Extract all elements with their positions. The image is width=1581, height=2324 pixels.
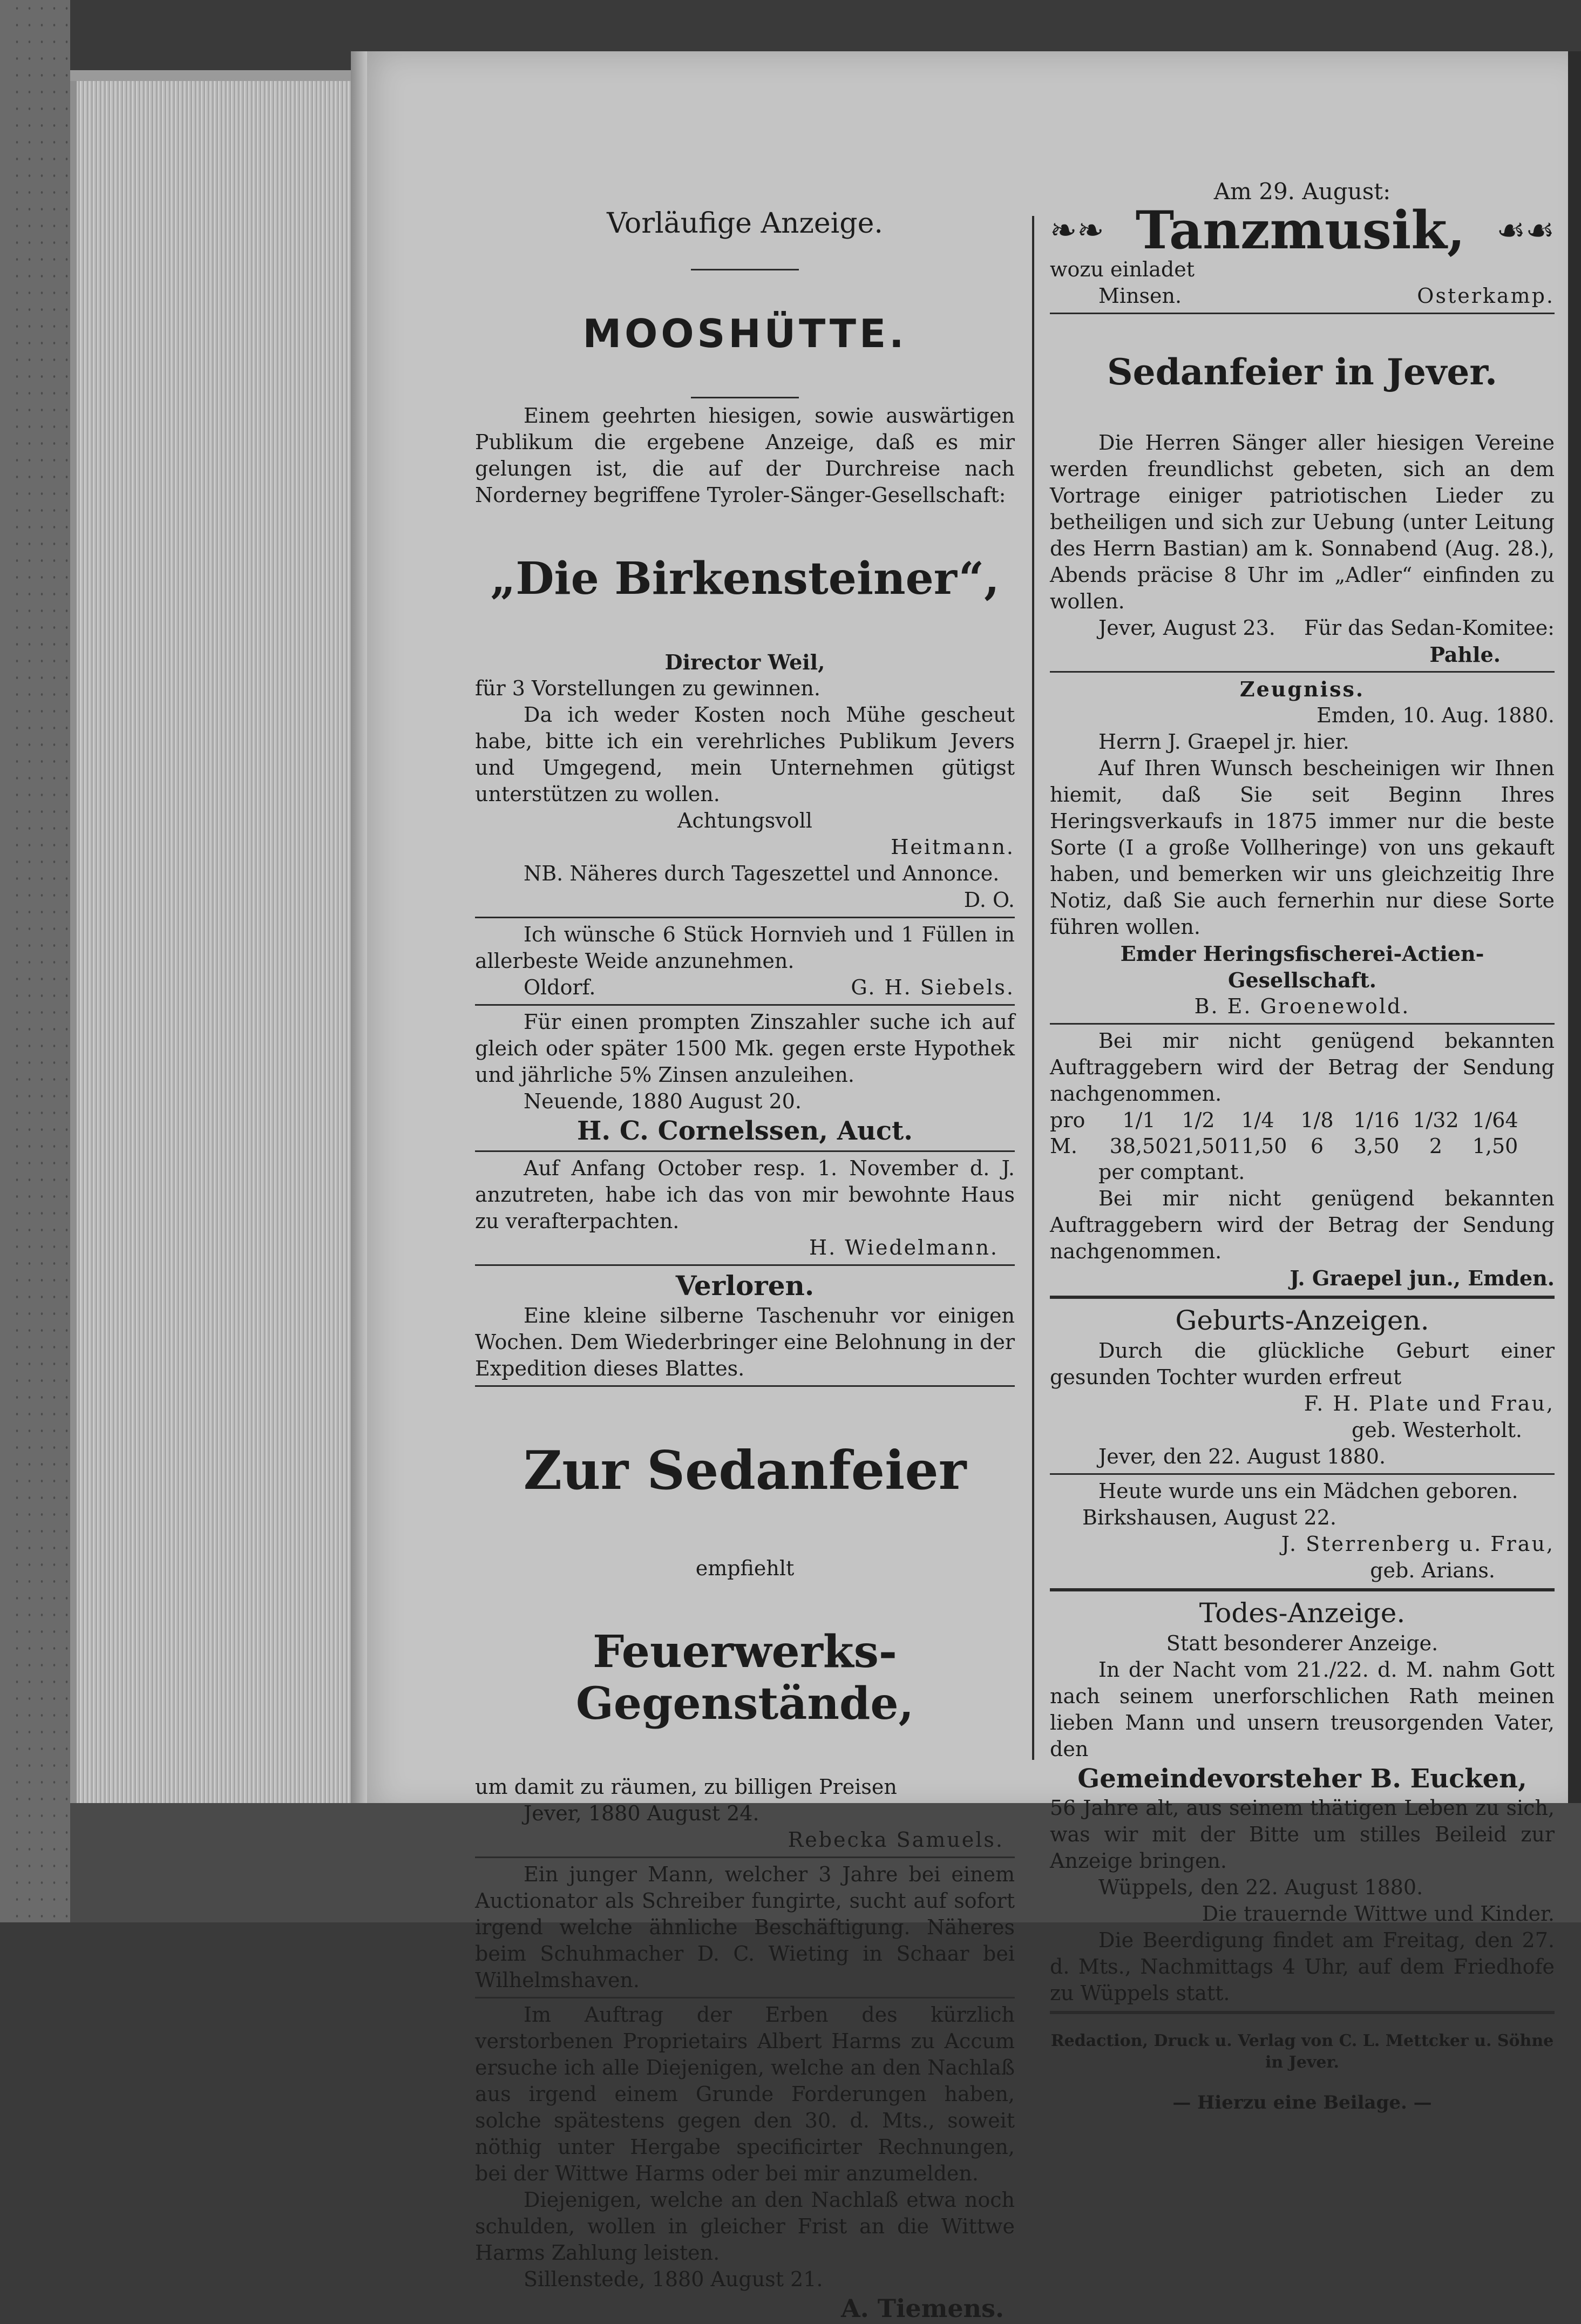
ad-separator <box>475 1857 1015 1858</box>
ad-signature: B. E. Groenewold. <box>1194 994 1410 1018</box>
ad-tanzmusik <box>1050 178 1555 309</box>
ad-haus <box>475 1155 1015 1261</box>
ad-group-name: „Die Birkensteiner“, <box>490 553 1000 605</box>
price-fraction: 1/4 <box>1241 1108 1274 1132</box>
ad-signature: H. Wiedelmann. <box>809 1236 999 1259</box>
ad-line: wozu einladet <box>1050 258 1195 281</box>
ad-signature: geb. Arians. <box>1370 1559 1495 1582</box>
ad-date: Neuende, 1880 August 20. <box>524 1089 802 1113</box>
ad-paragraph: Bei mir nicht genügend bekannten Auftraggebern wird der Betrag der Sendung nachgenommen. <box>1050 1029 1555 1106</box>
ad-paragraph: Ich wünsche 6 Stück Hornvieh und 1 Füllen in allerbeste Weide anzunehmen. <box>475 923 1015 973</box>
ornament-left-icon: ❧❧ <box>1050 212 1104 249</box>
ad-nachlass <box>475 2002 1015 2324</box>
ad-separator <box>1050 1023 1555 1025</box>
ad-date: Birkshausen, August 22. <box>1082 1506 1336 1529</box>
ad-date: Jever, August 23. <box>1098 616 1275 640</box>
ad-paragraph: 56 Jahre alt, aus seinem thätigen Leben zu sich, was wir mit der Bitte um stilles Beileid zur Anzeige bringen. <box>1050 1796 1555 1873</box>
ad-paragraph: Einem geehrten hiesigen, sowie auswärtigen Publikum die ergebene Anzeige, daß es mir gelungen ist, die auf der Durchreise nach Norderney begriffene Tyroler-Sänger-Gesellschaft: <box>475 404 1015 507</box>
ad-mooshuette <box>475 206 1015 913</box>
ad-separator <box>1050 1473 1555 1475</box>
price-pro-label: pro <box>1050 1108 1085 1132</box>
ad-paragraph: um damit zu räumen, zu billigen Preisen <box>475 1775 897 1799</box>
price-m-label: M. <box>1050 1134 1077 1158</box>
ad-separator <box>475 1385 1015 1387</box>
ad-title: Geburts-Anzeigen. <box>1175 1305 1429 1336</box>
ad-place: Minsen. <box>1098 284 1182 308</box>
price-value-row <box>1050 1133 1555 1159</box>
ad-signature: J. Sterrenberg u. Frau, <box>1281 1532 1555 1556</box>
ad-paragraph: Ein junger Mann, welcher 3 Jahre bei einem Auctionator als Schreiber fungirte, sucht auf sofort irgend welche ähnliche Beschäftigung. Näheres beim Schuhmacher D. C. Wieting in Schaar bei Wilhelmshaven. <box>475 1862 1015 1992</box>
ad-paragraph: Bei mir nicht genügend bekannten Auftraggebern wird der Betrag der Sendung nachgenommen. <box>1050 1187 1555 1263</box>
price-fraction: 1/64 <box>1472 1108 1518 1132</box>
ad-separator <box>1050 671 1555 673</box>
ad-sub: Statt besonderer Anzeige. <box>1166 1631 1438 1655</box>
ad-sedanfeier-feuerwerk <box>475 1440 1015 1853</box>
ad-paragraph: Da ich weder Kosten noch Mühe gescheut habe, bitte ich ein verehrliches Publikum Jevers und Umgegend, mein Unternehmen gütigst unterstützen zu wollen. <box>475 703 1015 806</box>
ad-sedanfeier-jever <box>1050 350 1555 668</box>
ad-paragraph: Die Beerdigung findet am Freitag, den 27. d. Mts., Nachmittags 4 Uhr, auf dem Friedhofe zu Wüppels statt. <box>1050 1928 1555 2005</box>
ad-signature: J. Graepel jun., Emden. <box>1290 1266 1555 1290</box>
ad-heringspreis <box>1050 1028 1555 1291</box>
ad-company: Emder Heringsfischerei-Actien-Gesellschaft. <box>1120 941 1484 992</box>
ad-paragraph: für 3 Vorstellungen zu gewinnen. <box>475 676 820 700</box>
price-fraction: 1/32 <box>1413 1108 1459 1132</box>
price-fraction: 1/1 <box>1122 1108 1156 1132</box>
price-value: 3,50 <box>1353 1134 1400 1158</box>
ad-family: Die trauernde Wittwe und Kinder. <box>1202 1902 1555 1926</box>
price-value: 21,50 <box>1169 1134 1228 1158</box>
ad-addressee: Herrn J. Graepel jr. hier. <box>1098 730 1349 754</box>
ad-signature: G. H. Siebels. <box>851 975 1015 999</box>
table-background <box>0 0 70 1922</box>
left-column <box>475 178 1015 2324</box>
ad-paragraph: Die Herren Sänger aller hiesigen Vereine werden freundlichst gebeten, sich an dem Vortrage einiger patriotischen Lieder zu betheiligen und sich zur Uebung (unter Leitung des Herrn Bastian) am k. Sonnabend (Aug. 28.), Abends präcise 8 Uhr im „Adler“ einfinden zu wollen. <box>1050 431 1555 613</box>
ad-date: Sillenstede, 1880 August 21. <box>524 2267 823 2291</box>
right-column <box>1050 178 1555 2132</box>
ad-place: Oldorf. <box>524 975 596 999</box>
ad-paragraph: Diejenigen, welche an den Nachlaß etwa noch schulden, wollen in gleicher Frist an die Wittwe Harms Zahlung leisten. <box>475 2188 1015 2265</box>
ad-hornvieh <box>475 922 1015 1001</box>
ad-separator <box>475 1997 1015 1998</box>
ad-title: Sedanfeier in Jever. <box>1107 351 1498 393</box>
ad-terms: per comptant. <box>1098 1160 1245 1184</box>
ad-date: Jever, den 22. August 1880. <box>1098 1445 1386 1468</box>
ad-note-signature: D. O. <box>963 888 1015 912</box>
price-value: 2 <box>1429 1134 1443 1158</box>
ad-paragraph: Auf Anfang October resp. 1. November d. J. anzutreten, habe ich das von mir bewohnte Haus zu verafterpachten. <box>475 1156 1015 1233</box>
ad-items: Feuerwerks-Gegenstände, <box>575 1626 914 1730</box>
ad-title: Zur Sedanfeier <box>523 1440 967 1502</box>
ad-title: MOOSHÜTTE. <box>582 311 907 356</box>
ad-paragraph: Eine kleine silberne Taschenuhr vor einigen Wochen. Dem Wiederbringer eine Belohnung in der Expedition dieses Blattes. <box>475 1304 1015 1380</box>
ad-separator <box>475 1264 1015 1266</box>
ad-geburts-anzeigen <box>1050 1303 1555 1584</box>
background-texture <box>11 0 70 1922</box>
ad-signature: F. H. Plate und Frau, <box>1304 1392 1555 1415</box>
ad-signature: Rebecka Samuels. <box>788 1828 1004 1852</box>
ad-separator-thick <box>1050 1588 1555 1591</box>
price-value: 38,50 <box>1109 1134 1169 1158</box>
column-rule <box>1032 216 1034 1760</box>
ad-deceased-name: Gemeindevorsteher B. Eucken, <box>1077 1764 1527 1794</box>
ad-paragraph: In der Nacht vom 21./22. d. M. nahm Gott nach seinem unerforschlichen Rath meinen lieben Mann und unsern treusorgenden Vater, den <box>1050 1658 1555 1761</box>
ad-signature: H. C. Cornelssen, Auct. <box>577 1116 913 1146</box>
ad-title: Zeugniss. <box>1239 677 1365 701</box>
supplement-note: — Hierzu eine Beilage. — <box>1172 2092 1432 2113</box>
ad-separator-thick <box>1050 2011 1555 2014</box>
price-fraction: 1/8 <box>1300 1108 1334 1132</box>
ad-junger-mann <box>475 1861 1015 1994</box>
facing-page-edge <box>1568 51 1581 1833</box>
book-page-edges <box>70 81 357 1803</box>
ad-signature: Heitmann. <box>891 835 1015 859</box>
ad-sub: empfiehlt <box>695 1556 795 1580</box>
ad-separator <box>475 1150 1015 1152</box>
ornament-right-icon: ☙☙ <box>1496 212 1555 249</box>
price-fraction-row <box>1050 1107 1555 1133</box>
ad-paragraph: Im Auftrag der Erben des kürzlich verstorbenen Proprietairs Albert Harms zu Accum ersuche ich alle Diejenigen, welche an den Nachlaß aus irgend einem Grunde Forderungen haben, solche spätestens gegen den 30. d. Mts., soweit nöthig unter Hergabe specificirter Rechnungen, bei der Wittwe Harms oder bei mir anzumelden. <box>475 2003 1015 2185</box>
ad-date: Emden, 10. Aug. 1880. <box>1317 703 1555 727</box>
ad-pre-heading: Am 29. August: <box>1213 178 1391 205</box>
ad-signature: Pahle. <box>1429 642 1501 667</box>
ad-paragraph: Durch die glückliche Geburt einer gesunden Tochter wurden erfreut <box>1050 1339 1555 1389</box>
ad-separator <box>1050 313 1555 314</box>
short-rule <box>691 397 799 398</box>
ad-paragraph: Auf Ihren Wunsch bescheinigen wir Ihnen hiemit, daß Sie seit Beginn Ihres Heringsverkaufs in 1875 immer nur die beste Sorte (I a große Vollheringe) von uns gekauft haben, und bemerken wir uns gleichzeitig Ihre Notiz, daß Sie auch fernerhin nur diese Sorte führen wollen. <box>1050 756 1555 939</box>
ad-note: NB. Näheres durch Tageszettel und Annonce. <box>524 862 1000 885</box>
ad-paragraph: Heute wurde uns ein Mädchen geboren. <box>1098 1479 1518 1503</box>
ad-title: Todes-Anzeige. <box>1199 1597 1406 1629</box>
ad-director: Director Weil, <box>664 650 825 674</box>
page-gutter <box>351 51 367 1811</box>
ad-paragraph: Für einen prompten Zinszahler suche ich auf gleich oder später 1500 Mk. gegen erste Hypothek und jährliche 5% Zinsen anzuleihen. <box>475 1010 1015 1087</box>
price-value: 11,50 <box>1228 1134 1287 1158</box>
price-value: 1,50 <box>1472 1134 1518 1158</box>
short-rule <box>691 269 799 270</box>
ad-committee: Für das Sedan-Komitee: <box>1304 616 1555 640</box>
price-fraction: 1/2 <box>1182 1108 1215 1132</box>
ad-signature: Osterkamp. <box>1417 284 1555 308</box>
ad-title: Tanzmusik, <box>1135 200 1465 261</box>
ad-separator <box>475 917 1015 918</box>
ad-separator-thick <box>1050 1296 1555 1299</box>
imprint: Redaction, Druck u. Verlag von C. L. Mettcker u. Söhne in Jever. <box>1050 2031 1554 2072</box>
ad-separator <box>475 1004 1015 1006</box>
price-value: 6 <box>1310 1134 1324 1158</box>
ad-regards: Achtungsvoll <box>677 809 812 832</box>
ad-verloren <box>475 1269 1015 1382</box>
ad-date: Wüppels, den 22. August 1880. <box>1098 1875 1423 1899</box>
ad-title: Verloren. <box>675 1270 815 1302</box>
ad-signature: geb. Westerholt. <box>1351 1418 1522 1442</box>
ad-signature: A. Tiemens. <box>841 2294 1004 2323</box>
ad-pre-heading: Vorläufige Anzeige. <box>607 207 883 240</box>
ad-date: Jever, 1880 August 24. <box>524 1801 759 1825</box>
price-fraction: 1/16 <box>1353 1108 1400 1132</box>
ad-hypothek <box>475 1009 1015 1147</box>
ad-todes-anzeige <box>1050 1596 1555 2007</box>
ad-zeugniss <box>1050 676 1555 1020</box>
